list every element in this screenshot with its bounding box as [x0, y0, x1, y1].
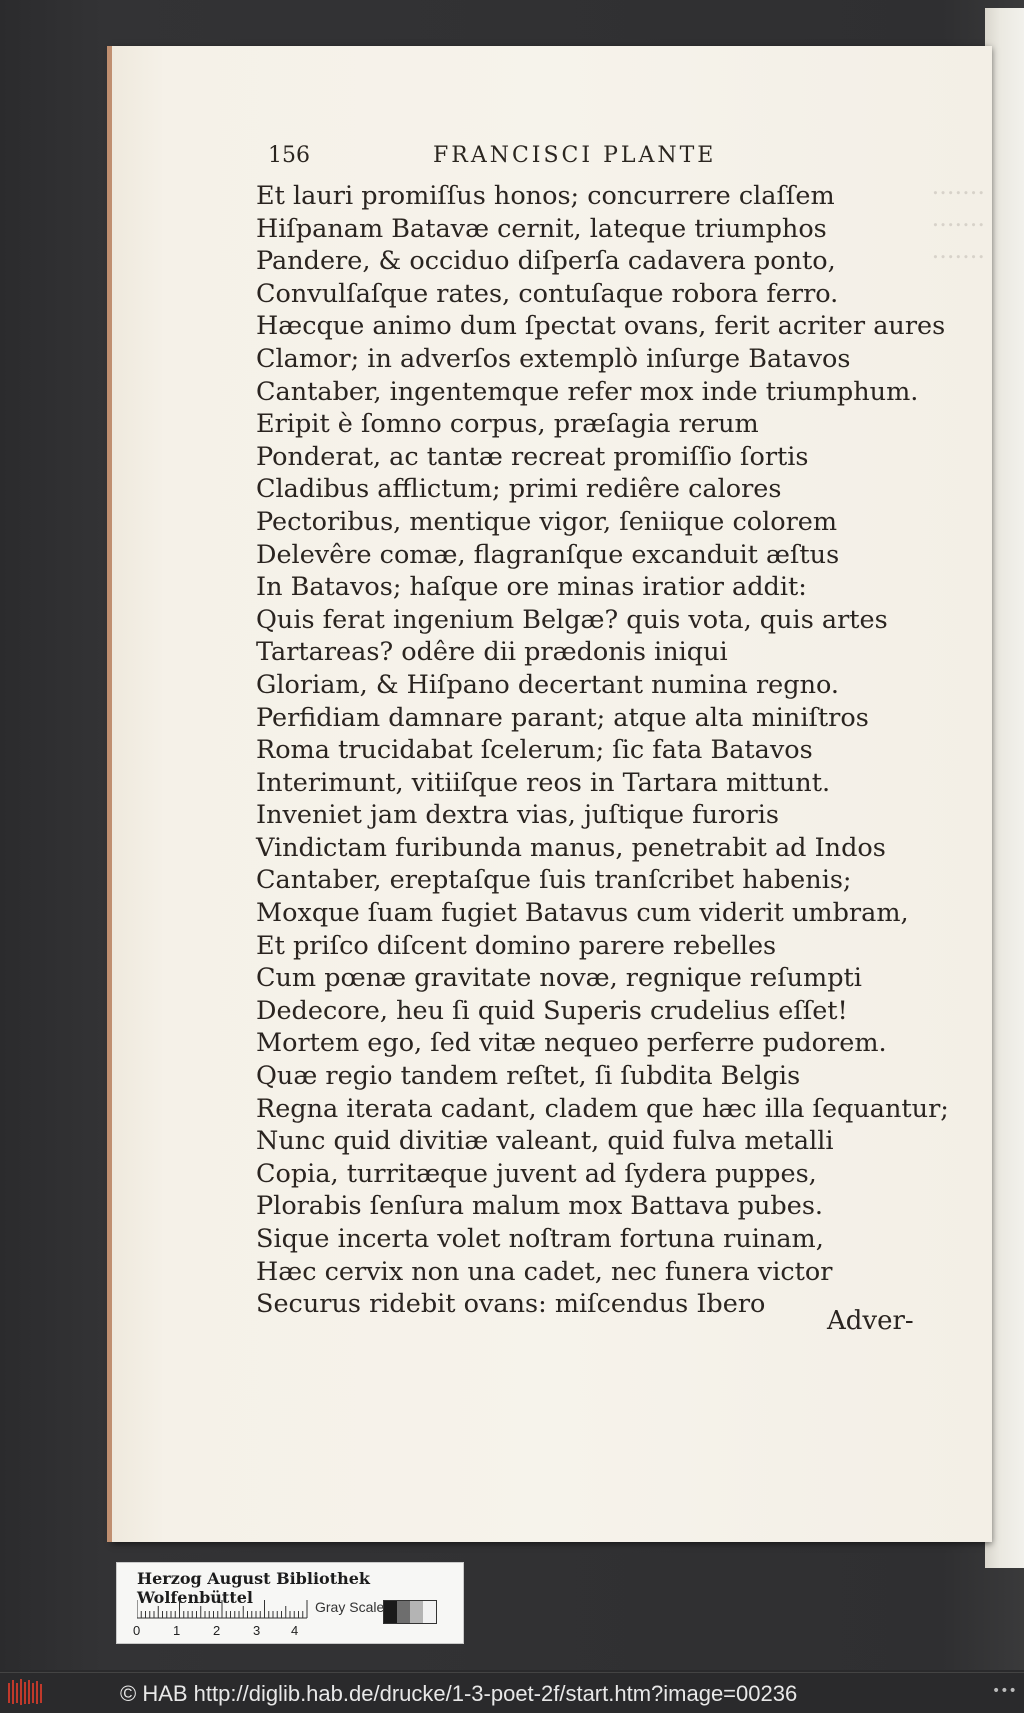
- ruler-labels: [133, 1623, 303, 1639]
- verse-line: Mortem ego, ſed vitæ nequeo perferre pudorem.: [256, 1028, 887, 1059]
- verse-line: Sique incerta volet noſtram fortuna ruinam,: [256, 1224, 824, 1254]
- running-head: [268, 143, 828, 173]
- gray-scale-swatches: [383, 1600, 437, 1624]
- ruler-label: 2: [213, 1623, 221, 1638]
- verse-line: Pandere, & occiduo diſperſa cadavera ponto,: [256, 246, 836, 277]
- verse-line: Eripit è ſomno corpus, præſagia rerum: [256, 409, 759, 440]
- running-head-title: FRANCISCI PLANTE: [433, 143, 717, 168]
- verse-line: Ponderat, ac tantæ recreat promiſſio ſortis: [256, 441, 809, 472]
- verse-line: Cum pœnæ gravitate novæ, regnique reſumpti: [256, 963, 862, 994]
- verse-line: Quis ferat ingenium Belgæ? quis vota, quis artes: [256, 604, 888, 635]
- verse-line: Inveniet jam dextra vias, juſtique furoris: [256, 800, 779, 831]
- verse-line: Cantaber, ingentemque refer mox inde triumphum.: [256, 376, 919, 407]
- verse-line: Interimunt, vitiiſque reos in Tartara mittunt.: [256, 767, 831, 798]
- source-url[interactable]: © HAB http://diglib.hab.de/drucke/1-3-poet-2f/start.htm?image=00236: [120, 1681, 798, 1706]
- verse-line: Moxque ſuam fugiet Batavus cum viderit umbram,: [256, 898, 909, 929]
- verse-line: Gloriam, & Hiſpano decertant numina regno.: [256, 669, 840, 700]
- ruler-label: 4: [291, 1623, 299, 1638]
- verse-line: Securus ridebit ovans: miſcendus Ibero: [256, 1289, 766, 1320]
- verse-line: Copia, turritæque juvent ad ſydera puppes,: [256, 1158, 817, 1189]
- library-name: Herzog August Bibliothek Wolfenbüttel: [137, 1569, 370, 1607]
- verse-line: Hæc cervix non una cadet, nec funera victor: [256, 1256, 833, 1287]
- verse-line: Hæcque animo dum ſpectat ovans, ferit acriter aures: [256, 311, 946, 342]
- gray-swatch: [384, 1601, 397, 1623]
- catchword: Adver-: [827, 1306, 914, 1336]
- verse-line: Cantaber, ereptaſque ſuis tranſcribet habenis;: [256, 865, 852, 896]
- verse-line: Vindictam furibunda manus, penetrabit ad Indos: [256, 832, 886, 863]
- verse-line: Pectoribus, mentique vigor, ſeniique colorem: [256, 506, 838, 537]
- verse-line: Dedecore, heu ſi quid Superis crudelius eſſet!: [256, 995, 848, 1026]
- verse-line: Delevêre comæ, flagranſque excanduit æſtus: [256, 539, 840, 570]
- verse-line: Plorabis ſenſura malum mox Battava pubes.: [256, 1191, 824, 1222]
- ruler-label: 0: [133, 1623, 141, 1638]
- verse-line: Clamor; in adverſos extemplò inſurge Batavos: [256, 343, 851, 374]
- verse-line: Hiſpanam Batavæ cernit, lateque triumphos: [256, 213, 827, 244]
- verse-line: Regna iterata cadant, cladem que hæc illa ſequantur;: [256, 1093, 949, 1124]
- show-through-text: ....... ....... .......: [931, 172, 985, 264]
- verse-line: Quæ regio tandem reſtet, ſi ſubdita Belgis: [256, 1061, 801, 1092]
- verse-line: Convulſaſque rates, contuſaque robora ferro.: [256, 278, 839, 309]
- ruler-label: 1: [173, 1623, 181, 1638]
- verse-line: Cladibus afflictum; primi rediêre calores: [256, 474, 782, 505]
- hab-logo-icon: [6, 1677, 46, 1707]
- page-number: 156: [268, 143, 310, 168]
- gray-scale-label: Gray Scale: [315, 1599, 385, 1615]
- verse-line: In Batavos; haſque ore minas iratior addit:: [256, 572, 807, 603]
- gray-swatch: [423, 1601, 436, 1623]
- more-options-icon[interactable]: •••: [992, 1683, 1017, 1699]
- verse-line: Et lauri promiſſus honos; concurrere claſſem: [256, 181, 835, 211]
- verse-line: Tartareas? odêre dii prædonis iniqui: [256, 637, 728, 668]
- gray-swatch: [410, 1601, 423, 1623]
- verse-line: Perfidiam damnare parant; atque alta miniſtros: [256, 702, 869, 733]
- verse-line: Et priſco diſcent domino parere rebelles: [256, 930, 777, 961]
- poem-text: [256, 180, 956, 1321]
- verse-line: Roma trucidabat ſcelerum; ſic fata Batavos: [256, 735, 813, 766]
- verse-line: Nunc quid divitiæ valeant, quid fulva metalli: [256, 1126, 834, 1157]
- footer-bar: [0, 1672, 1024, 1713]
- color-scale-card: [116, 1562, 464, 1644]
- ruler-label: 3: [253, 1623, 261, 1638]
- gray-swatch: [397, 1601, 410, 1623]
